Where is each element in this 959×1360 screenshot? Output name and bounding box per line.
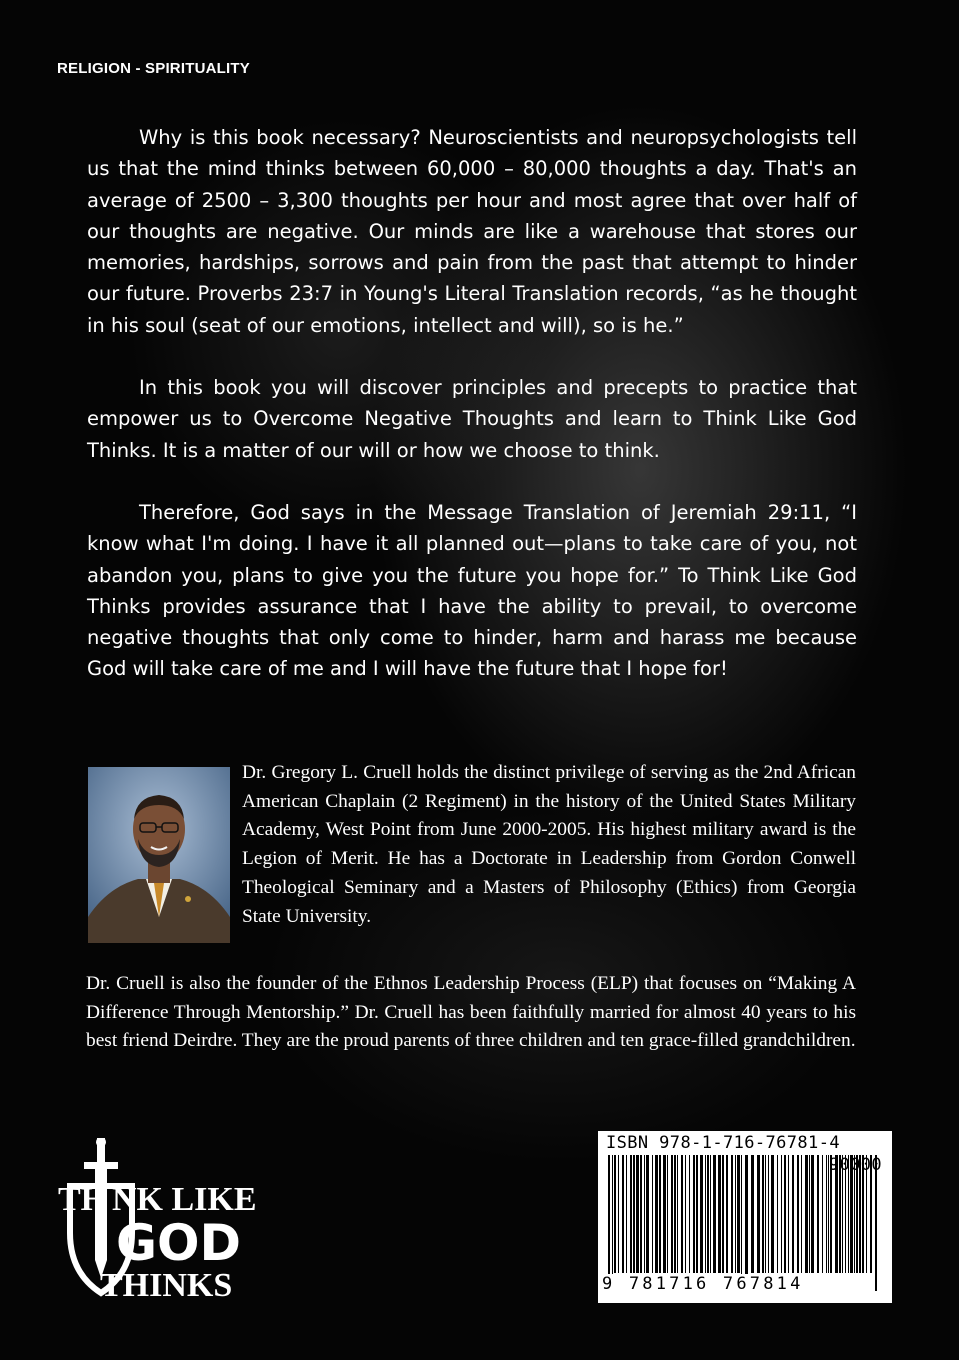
barcode-bar <box>674 1155 676 1273</box>
barcode-bar <box>614 1155 616 1273</box>
barcode-bar <box>689 1155 690 1273</box>
barcode-bar <box>811 1155 814 1273</box>
barcode-bars <box>606 1155 884 1291</box>
logo-line-1a: TH <box>58 1181 108 1218</box>
category-label: RELIGION - SPIRITUALITY <box>57 60 250 77</box>
ean-digits: 9 781716 767814 <box>602 1274 804 1294</box>
barcode-bar <box>768 1155 769 1273</box>
barcode-bar <box>875 1155 877 1291</box>
barcode-bar <box>681 1155 683 1273</box>
barcode-bar <box>677 1155 678 1273</box>
barcode-bar <box>809 1155 810 1273</box>
price-code: 90000 <box>828 1155 882 1175</box>
barcode-bar <box>622 1155 624 1273</box>
author-bio-paragraph: Dr. Gregory L. Cruell holds the distinct privilege of serving as the 2nd African American Chaplain (2 Regiment) in the history of the United States Military Academy, West Point from June 2000-2005. His highest military award is the Legion of Merit. He has a Doctorate in Leadership from Gordon Conwell Theological Seminary and a Masters of Philosophy (Ethics) from Georgia State University. <box>242 762 856 927</box>
isbn-number: ISBN 978-1-716-76781-4 <box>606 1133 840 1153</box>
barcode-bar <box>646 1155 649 1273</box>
barcode-bar <box>636 1155 639 1273</box>
barcode-bar <box>710 1155 711 1273</box>
barcode-bar <box>757 1155 760 1273</box>
barcode-bar <box>618 1155 619 1273</box>
barcode-bar <box>737 1155 740 1273</box>
barcode-bar <box>644 1155 645 1273</box>
barcode-bar <box>781 1155 782 1273</box>
barcode-bar <box>718 1155 721 1273</box>
author-bio-paragraph: Dr. Cruell is also the founder of the Ethnos Leadership Process (ELP) that focuses on “Making A Difference Through Mentorship.” Dr. Cruell has been faithfully married for almost 40 years to his best friend Deirdre. They are the proud parents of three children and ten grace-filled grandchildren. <box>86 973 856 1052</box>
barcode-bar <box>777 1155 778 1273</box>
series-logo <box>56 1138 256 1308</box>
barcode-bar <box>693 1155 695 1273</box>
barcode-bar <box>700 1155 703 1273</box>
logo-line-2: GOD <box>116 1214 242 1272</box>
barcode-bar <box>801 1155 802 1273</box>
barcode-bar <box>765 1155 766 1273</box>
blurb-paragraph: Therefore, God says in the Message Translation of Jeremiah 29:11, “I know what I'm doing. I have it all planned out—plans to take care of you, not abandon you, plans to give you the future you hope for.” To Think Like God Thinks provides assurance that I have the ability to prevail, to overcome negative thoughts that only come to hinder, harm and harass me because God will take care of me and I will have the future that I hope for! <box>87 500 857 681</box>
logo-line-3: THINKS <box>100 1267 233 1304</box>
barcode-bar <box>817 1155 819 1273</box>
barcode-bar <box>696 1155 698 1273</box>
barcode-bar <box>762 1155 764 1273</box>
barcode-bar <box>826 1155 827 1273</box>
barcode-bar <box>608 1155 610 1291</box>
barcode-bar <box>745 1155 748 1291</box>
book-blurb <box>87 122 857 716</box>
logo-line-1b: NK LIKE <box>112 1181 256 1218</box>
barcode-bar <box>797 1155 799 1273</box>
barcode-bar <box>771 1155 774 1273</box>
sword-shield-icon <box>56 1138 256 1308</box>
barcode-bar <box>713 1155 716 1273</box>
barcode-bar <box>640 1155 642 1273</box>
barcode-bar <box>633 1155 635 1273</box>
barcode-bar <box>707 1155 709 1273</box>
barcode-bar <box>751 1155 754 1273</box>
barcode-bar <box>626 1155 627 1273</box>
barcode-bar <box>722 1155 724 1273</box>
barcode-bar <box>655 1155 658 1273</box>
barcode-bar <box>784 1155 786 1273</box>
isbn-barcode <box>598 1131 892 1303</box>
barcode-bar <box>735 1155 736 1273</box>
barcode-bar <box>685 1155 686 1273</box>
barcode-bar <box>741 1155 742 1291</box>
barcode-bar <box>705 1155 706 1273</box>
barcode-bar <box>663 1155 666 1273</box>
barcode-bar <box>659 1155 661 1273</box>
barcode-bar <box>667 1155 668 1273</box>
blurb-paragraph: In this book you will discover principles and precepts to practice that empower us to Overcome Negative Thoughts and learn to Think Like God Thinks. It is a matter of our will or how we choose to think. <box>87 376 857 462</box>
barcode-bar <box>612 1155 613 1291</box>
barcode-bar <box>731 1155 733 1273</box>
barcode-bar <box>630 1155 632 1273</box>
barcode-bar <box>792 1155 794 1273</box>
barcode-bar <box>822 1155 823 1273</box>
barcode-bar <box>726 1155 728 1273</box>
barcode-bar <box>788 1155 789 1273</box>
blurb-paragraph: Why is this book necessary? Neuroscientists and neuropsychologists tell us that the mind thinks between 60,000 – 80,000 thoughts a day. That's an average of 2500 – 3,300 thoughts per hour and most agree that over half of our thoughts are negative. Our minds are like a warehouse that stores our memories, hardships, sorrows and pain from the past that attempt to hinder our future. Proverbs 23:7 in Young's Literal Translation records, “as he thought in his soul (seat of our emotions, intellect and will), so is he.” <box>87 126 857 337</box>
barcode-bar <box>652 1155 653 1273</box>
barcode-bar <box>805 1155 808 1273</box>
author-photo <box>88 767 230 943</box>
barcode-bar <box>671 1155 673 1273</box>
